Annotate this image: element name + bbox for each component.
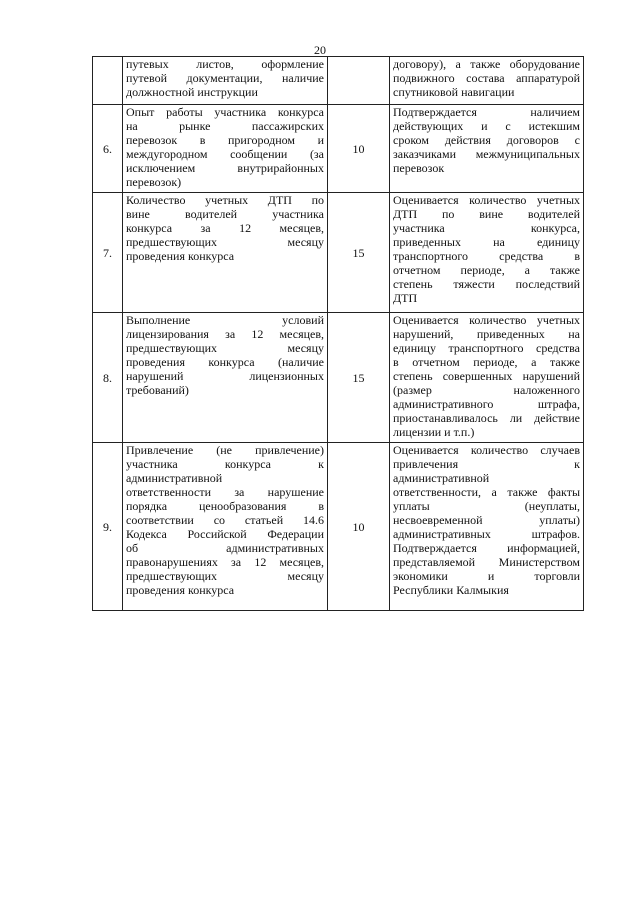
evaluation-line: Оценивается количество учетных [393,313,580,327]
criterion-cell [123,313,328,443]
evaluation-line: единицу транспортного средства [393,341,580,355]
criterion-line: исключением внутрирайонных [126,161,324,175]
criterion-text [126,193,324,263]
criterion-line: вине водителей участника [126,207,324,221]
evaluation-line: участника конкурса, [393,221,580,235]
evaluation-line: транспортного средства в [393,249,580,263]
table-row [93,313,584,443]
page-number: 20 [314,43,326,57]
score-cell [328,57,390,105]
evaluation-text [393,105,580,175]
criterion-line: перевозок в пригородном и [126,133,324,147]
criterion-line: правонарушениях за 12 месяцев, [126,555,324,569]
criterion-text [126,105,324,189]
row-number-cell: 8. [93,313,123,443]
criterion-line: требований) [126,383,189,397]
table-row [93,193,584,313]
evaluation-line: административной [393,471,490,485]
criterion-cell [123,193,328,313]
evaluation-text [393,443,580,597]
score-cell: 10 [328,105,390,193]
criterion-line: об административных [126,541,324,555]
criterion-text [126,57,324,99]
evaluation-line: перевозок [393,161,445,175]
score-cell: 15 [328,193,390,313]
criteria-table-body [93,57,584,611]
evaluation-line: несвоевременной уплаты) [393,513,580,527]
evaluation-line: экономики и торговли [393,569,580,583]
evaluation-line: приостанавливалось ли действие [393,411,580,425]
score-cell: 10 [328,443,390,611]
criterion-line: соответствии со статьей 14.6 [126,513,324,527]
evaluation-cell [390,57,584,105]
evaluation-line: приведенных на единицу [393,235,580,249]
evaluation-line: сроком действия договоров с [393,133,580,147]
table-row [93,57,584,105]
evaluation-line: нарушений, приведенных на [393,327,580,341]
table-row [93,105,584,193]
evaluation-line: (размер наложенного [393,383,580,397]
evaluation-line: ДТП по вине водителей [393,207,580,221]
evaluation-line: спутниковой навигации [393,85,515,99]
evaluation-cell [390,193,584,313]
criterion-line: предшествующих месяцу [126,235,324,249]
criterion-line: путевых листов, оформление [126,57,324,71]
evaluation-line: административных штрафов. [393,527,580,541]
evaluation-text [393,57,580,99]
criterion-cell [123,105,328,193]
criterion-line: Количество учетных ДТП по [126,193,324,207]
evaluation-line: степень тяжести последствий [393,277,580,291]
criterion-line: административной [126,471,223,485]
criterion-line: порядка ценообразования в [126,499,324,513]
criterion-line: нарушений лицензионных [126,369,324,383]
evaluation-cell [390,313,584,443]
criterion-line: Выполнение условий [126,313,324,327]
evaluation-line: заказчиками межмуниципальных [393,147,580,161]
row-number-cell [93,57,123,105]
criterion-text [126,443,324,597]
score-cell: 15 [328,313,390,443]
criterion-cell [123,57,328,105]
criterion-line: Опыт работы участника конкурса [126,105,324,119]
criterion-line: на рынке пассажирских [126,119,324,133]
evaluation-line: уплаты (неуплаты, [393,499,580,513]
criterion-line: участника конкурса к [126,457,324,471]
evaluation-line: ответственности, а также факты [393,485,580,499]
evaluation-line: лицензии и т.п.) [393,425,475,439]
criterion-line: предшествующих месяцу [126,341,324,355]
evaluation-text [393,193,580,305]
row-number-cell: 9. [93,443,123,611]
criterion-line: предшествующих месяцу [126,569,324,583]
criterion-line: путевой документации, наличие [126,71,324,85]
criterion-line: ответственности за нарушение [126,485,324,499]
evaluation-line: подвижного состава аппаратурой [393,71,580,85]
evaluation-line: отчетном периоде, а также [393,263,580,277]
criteria-table [92,56,584,611]
evaluation-line: привлечения к [393,457,580,471]
criterion-line: Привлечение (не привлечение) [126,443,324,457]
row-number-cell: 7. [93,193,123,313]
criterion-line: конкурса за 12 месяцев, [126,221,324,235]
criterion-line: Кодекса Российской Федерации [126,527,324,541]
criterion-line: перевозок) [126,175,182,189]
evaluation-cell [390,105,584,193]
evaluation-line: действующих и с истекшим [393,119,580,133]
evaluation-line: договору), а также оборудование [393,57,580,71]
evaluation-line: в отчетном периоде, а также [393,355,580,369]
criterion-cell [123,443,328,611]
criterion-text [126,313,324,397]
criterion-line: проведения конкурса (наличие [126,355,324,369]
evaluation-line: ДТП [393,291,418,305]
row-number-cell: 6. [93,105,123,193]
evaluation-line: представляемой Министерством [393,555,580,569]
evaluation-line: Подтверждается информацией, [393,541,580,555]
criterion-line: лицензирования за 12 месяцев, [126,327,324,341]
criterion-line: проведения конкурса [126,583,235,597]
evaluation-cell [390,443,584,611]
evaluation-text [393,313,580,439]
evaluation-line: Оценивается количество учетных [393,193,580,207]
evaluation-line: Республики Калмыкия [393,583,509,597]
evaluation-line: Подтверждается наличием [393,105,580,119]
evaluation-line: степень совершенных нарушений [393,369,580,383]
table-row [93,443,584,611]
criterion-line: проведения конкурса [126,249,235,263]
evaluation-line: Оценивается количество случаев [393,443,580,457]
evaluation-line: административного штрафа, [393,397,580,411]
criterion-line: должностной инструкции [126,85,258,99]
criterion-line: междугородном сообщении (за [126,147,324,161]
